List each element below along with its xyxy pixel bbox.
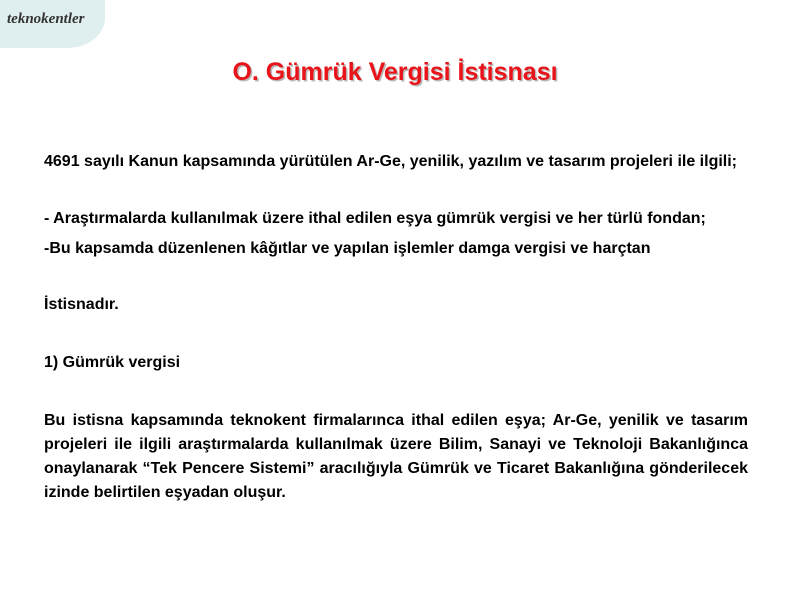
slide-body <box>44 150 748 505</box>
logo-text: teknokentler <box>7 11 85 27</box>
paragraph-conclusion: İstisnadır. <box>44 296 119 313</box>
paragraph-stamp-tax-exemption: -Bu kapsamda düzenlenen kâğıtlar ve yapılan işlemler damga vergisi ve harçtan <box>44 240 651 257</box>
logo-corner <box>0 0 105 48</box>
paragraph-details: Bu istisna kapsamında teknokent firmalarınca ithal edilen eşya; Ar-Ge, yenilik ve tasarım projeleri ile ilgili araştırmalarda kullanılmak üzere Bilim, Sanayi ve Teknoloji Bakanlığınca onaylanarak “Tek Pencere Sistemi” aracılığıyla Gümrük ve Ticaret Bakanlığına gönderilecek izinde belirtilen eşyadan oluşur. <box>44 412 748 501</box>
paragraph-customs-exemption: - Araştırmalarda kullanılmak üzere ithal edilen eşya gümrük vergisi ve her türlü fondan; <box>44 210 706 227</box>
section-heading-customs-tax: 1) Gümrük vergisi <box>44 354 181 371</box>
slide-title: O. Gümrük Vergisi İstisnası <box>232 58 558 86</box>
paragraph-intro: 4691 sayılı Kanun kapsamında yürütülen Ar-Ge, yenilik, yazılım ve tasarım projeleri ile ilgili; <box>44 153 737 170</box>
